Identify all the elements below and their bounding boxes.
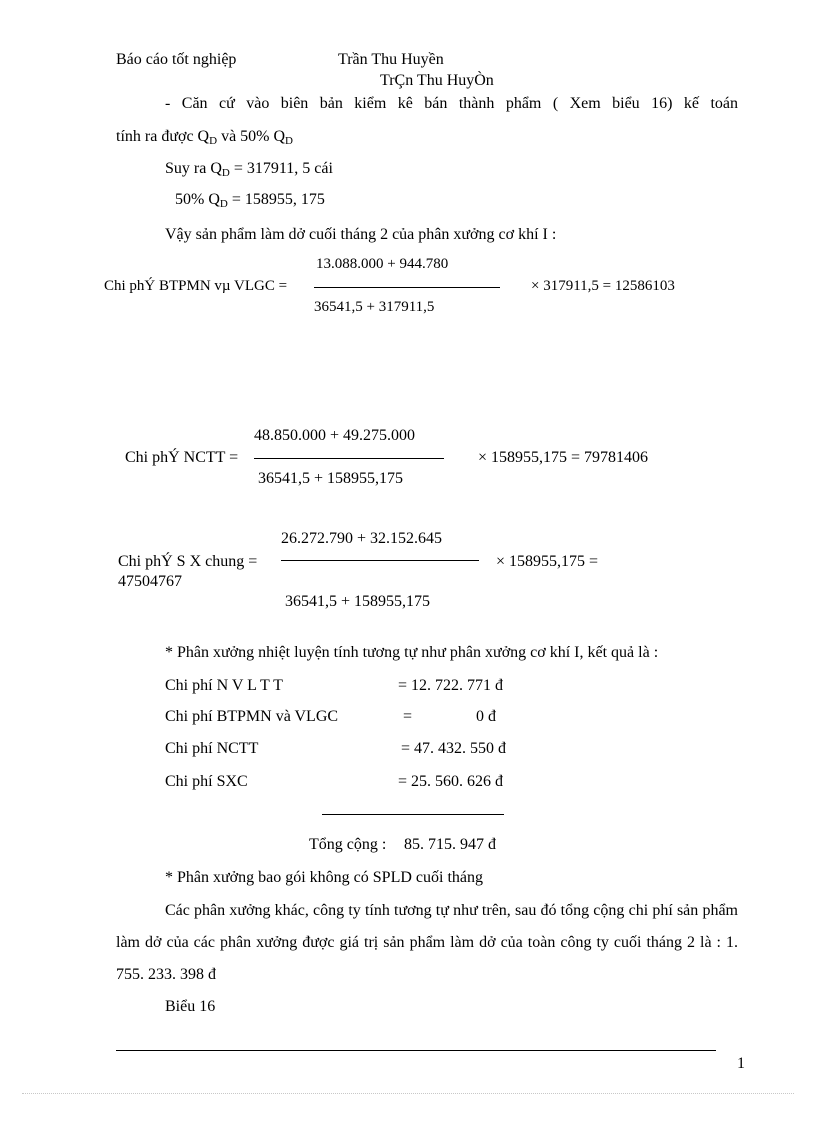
sxc-result: 47504767 <box>118 573 182 590</box>
sxc-fraction-line <box>281 560 479 561</box>
doc-title: Báo cáo tốt nghiệp <box>116 51 237 68</box>
total-divider <box>322 814 504 815</box>
btpmn-multiplier: × 317911,5 = 12586103 <box>531 278 675 294</box>
subscript-d: D <box>209 135 218 147</box>
heat-treatment-intro: * Phân xưởng nhiệt luyện tính tương tự như phân xưởng cơ khí I, kết quả là : <box>165 644 659 661</box>
nctt-numerator: 48.850.000 + 49.275.000 <box>254 427 416 444</box>
btpmn-numerator: 13.088.000 + 944.780 <box>316 256 449 272</box>
sxc-denominator: 36541,5 + 158955,175 <box>285 593 431 610</box>
sxc-numerator: 26.272.790 + 32.152.645 <box>281 530 443 547</box>
total-value: 85. 715. 947 đ <box>404 836 496 853</box>
half-qd-prefix: 50% Q <box>175 191 220 208</box>
qd-prefix: Suy ra Q <box>165 160 222 177</box>
sxc-multiplier: × 158955,175 = <box>496 553 599 570</box>
nctt-denominator: 36541,5 + 158955,175 <box>258 470 404 487</box>
intro-line-2 <box>116 129 293 147</box>
cost-row-value: = 47. 432. 550 đ <box>401 740 507 757</box>
btpmn-denominator: 36541,5 + 317911,5 <box>314 299 435 315</box>
wip-intro: Vậy sản phẩm làm dở cuối tháng 2 của phân xưởng cơ khí I : <box>165 226 557 243</box>
cost-row-value: = 25. 560. 626 đ <box>398 773 504 790</box>
nctt-fraction-line <box>254 458 444 459</box>
sxc-label: Chi phÝ S X chung = <box>118 553 258 570</box>
intro-line-2-mid: và 50% Q <box>217 128 286 145</box>
intro-line-2-prefix: tính ra được Q <box>116 128 210 145</box>
footer-rule <box>116 1050 716 1051</box>
cost-row-label: Chi phí BTPMN và VLGC <box>165 708 339 725</box>
cost-row-value: = 12. 722. 771 đ <box>398 677 504 694</box>
half-qd-value: = 158955, 175 <box>227 191 325 208</box>
cost-row-value: = 0 đ <box>403 708 497 725</box>
half-qd-line <box>175 192 325 210</box>
reference-label: Biểu 16 <box>165 998 216 1015</box>
qd-value: = 317911, 5 cái <box>229 160 333 177</box>
page-number: 1 <box>737 1055 745 1072</box>
total-label: Tổng cộng : <box>309 836 387 853</box>
author-name: Trần Thu Huyền <box>338 51 444 68</box>
subscript-d: D <box>285 135 293 147</box>
nctt-label: Chi phÝ NCTT = <box>125 449 239 466</box>
packaging-note: * Phân xưởng bao gói không có SPLD cuối tháng <box>165 869 483 886</box>
subscript-d: D <box>221 167 230 179</box>
conclusion-paragraph: Các phân xưởng khác, công ty tính tương tự như trên, sau đó tổng cộng chi phí sản phẩm làm dở của các phân xưởng được giá trị sản phẩm làm dở của toàn công ty cuối tháng 2 là : 1. 755. 233. 398 đ <box>116 902 738 983</box>
cost-row-label: Chi phí NCTT <box>165 740 259 757</box>
cost-row-label: Chi phí N V L T T <box>165 677 283 694</box>
page-edge-dotted-line <box>22 1093 794 1094</box>
subscript-d: D <box>219 198 228 210</box>
cost-row-label: Chi phí SXC <box>165 773 248 790</box>
btpmn-fraction-line <box>314 287 500 288</box>
qd-line <box>165 161 333 179</box>
nctt-multiplier: × 158955,175 = 79781406 <box>478 449 649 466</box>
author-name-garbled: TrÇn Thu HuyÒn <box>380 72 494 89</box>
btpmn-label: Chi phÝ BTPMN vµ VLGC = <box>104 278 288 294</box>
intro-line-1: - Căn cứ vào biên bản kiểm kê bán thành phẩm ( Xem biểu 16) kế toán <box>165 95 738 112</box>
